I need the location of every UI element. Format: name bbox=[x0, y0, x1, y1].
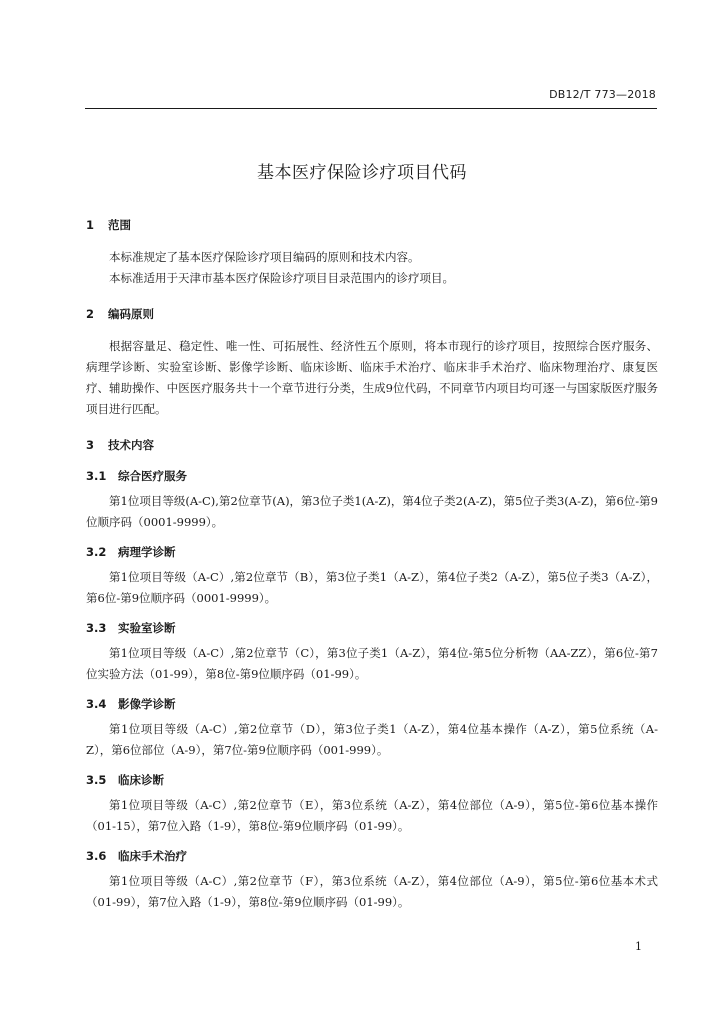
document-body bbox=[86, 216, 658, 913]
paragraph: 第1位项目等级（A-C）,第2位章节（F），第3位系统（A-Z），第4位部位（A-9），第5位-第6位基本术式（01-99），第7位入路（1-9），第8位-第9位顺序码（01-99）。 bbox=[86, 874, 658, 909]
subsection-number: 3.4 bbox=[86, 697, 107, 711]
subsection-heading bbox=[86, 771, 658, 789]
header-rule bbox=[85, 108, 657, 109]
subsection-heading bbox=[86, 543, 658, 561]
paragraph: 第1位项目等级（A-C）,第2位章节（E），第3位系统（A-Z），第4位部位（A-9），第5位-第6位基本操作（01-15），第7位入路（1-9），第8位-第9位顺序码（01-99）。 bbox=[86, 798, 658, 833]
paragraph: 第1位项目等级（A-C）,第2位章节（B），第3位子类1（A-Z），第4位子类2（A-Z），第5位子类3（A-Z），第6位-第9位顺序码（0001-9999）。 bbox=[86, 570, 658, 605]
section-heading-principles bbox=[86, 305, 658, 323]
paragraph: 第1位项目等级（A-C）,第2位章节（C），第3位子类1（A-Z），第4位-第5位分析物（AA-ZZ），第6位-第7位实验方法（01-99），第8位-第9位顺序码（01-99）。 bbox=[86, 646, 658, 681]
subsection-number: 3.1 bbox=[86, 469, 107, 483]
subsection-number: 3.6 bbox=[86, 849, 107, 863]
subsection-title: 临床诊断 bbox=[118, 773, 164, 787]
section-number: 2 bbox=[86, 307, 95, 321]
section-title: 编码原则 bbox=[108, 307, 154, 321]
subsection-title: 临床手术治疗 bbox=[118, 849, 187, 863]
section-title: 范围 bbox=[108, 218, 131, 232]
section-heading-technical bbox=[86, 436, 658, 454]
paragraph: 第1位项目等级（A-C）,第2位章节（D），第3位子类1（A-Z），第4位基本操作（A-Z），第5位系统（A-Z），第6位部位（A-9），第7位-第9位顺序码（001-999）。 bbox=[86, 722, 658, 757]
document-title: 基本医疗保险诊疗项目代码 bbox=[257, 163, 467, 183]
section-heading-scope bbox=[86, 216, 658, 234]
standard-code: DB12/T 773—2018 bbox=[549, 88, 656, 101]
subsection-title: 影像学诊断 bbox=[118, 697, 176, 711]
paragraph: 第1位项目等级(A-C),第2位章节(A)，第3位子类1(A-Z)，第4位子类2(A-Z)，第5位子类3(A-Z)，第6位-第9位顺序码（0001-9999）。 bbox=[86, 494, 658, 529]
subsection-number: 3.5 bbox=[86, 773, 107, 787]
section-title: 技术内容 bbox=[108, 438, 154, 452]
subsection-heading bbox=[86, 619, 658, 637]
subsection-heading bbox=[86, 847, 658, 865]
section-number: 3 bbox=[86, 438, 95, 452]
subsection-title: 病理学诊断 bbox=[118, 545, 176, 559]
paragraph: 本标准适用于天津市基本医疗保险诊疗项目目录范围内的诊疗项目。 bbox=[109, 271, 454, 285]
paragraph: 本标准规定了基本医疗保险诊疗项目编码的原则和技术内容。 bbox=[109, 250, 420, 264]
subsection-heading bbox=[86, 467, 658, 485]
paragraph: 根据容量足、稳定性、唯一性、可拓展性、经济性五个原则，将本市现行的诊疗项目，按照综合医疗服务、病理学诊断、实验室诊断、影像学诊断、临床诊断、临床手术治疗、临床非手术治疗、临床物理治疗、康复医疗、辅助操作、中医医疗服务共十一个章节进行分类，生成9位代码，不同章节内项目均可逐一与国家版医疗服务项目进行匹配。 bbox=[86, 339, 658, 416]
page-number: 1 bbox=[635, 940, 642, 953]
subsection-number: 3.3 bbox=[86, 621, 107, 635]
subsection-title: 实验室诊断 bbox=[118, 621, 176, 635]
section-number: 1 bbox=[86, 218, 95, 232]
subsection-title: 综合医疗服务 bbox=[118, 469, 187, 483]
subsection-heading bbox=[86, 695, 658, 713]
subsection-number: 3.2 bbox=[86, 545, 107, 559]
